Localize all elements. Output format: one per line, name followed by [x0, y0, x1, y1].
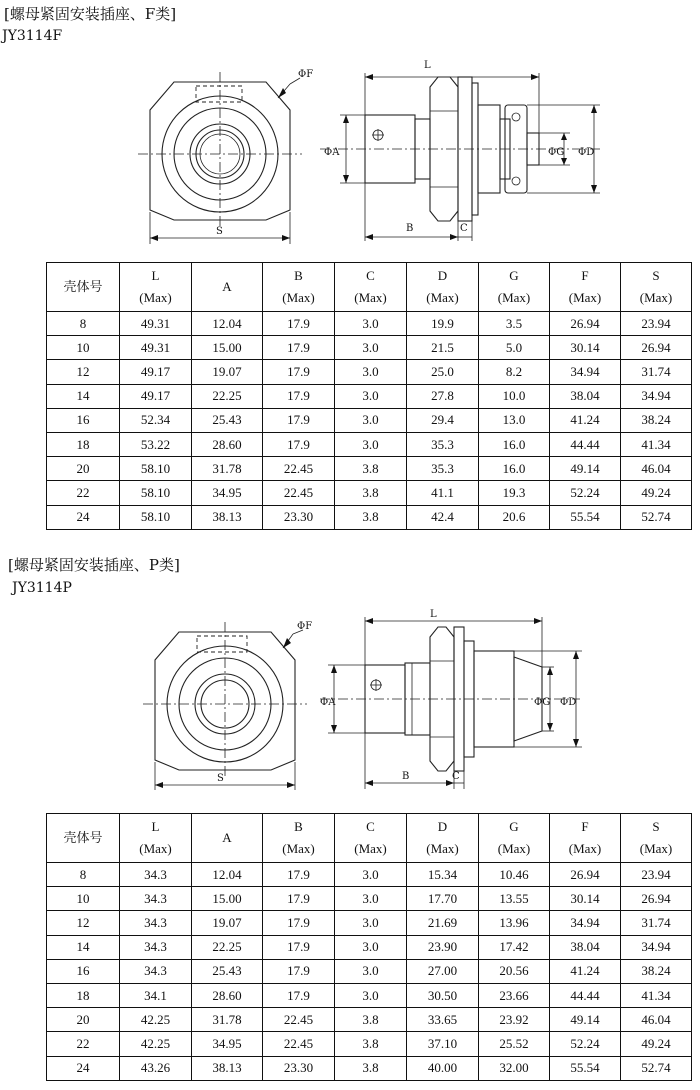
table-cell: 23.30: [263, 1056, 335, 1080]
section-f-heading: [螺母紧固安装插座、F类]: [4, 5, 177, 23]
column-header-unit: (Max): [497, 841, 531, 856]
table-cell: 22.45: [263, 457, 335, 481]
table-cell: 41.24: [550, 959, 621, 983]
table-cell: 13.55: [479, 887, 550, 911]
table-cell: 34.94: [621, 384, 692, 408]
column-header-unit: (Max): [568, 290, 602, 305]
table-cell: 34.94: [550, 911, 621, 935]
table-cell: 25.52: [479, 1032, 550, 1056]
column-header: [192, 263, 263, 312]
table-cell: 16.0: [479, 457, 550, 481]
table-cell: 3.0: [335, 384, 407, 408]
column-header-name: L: [151, 819, 160, 834]
table-cell: 19.07: [192, 360, 263, 384]
table-cell: 52.24: [550, 481, 621, 505]
table-row: [47, 1032, 692, 1056]
p-side-b-label: B: [402, 771, 410, 782]
section-p-model-code: JY3114P: [12, 580, 72, 596]
table-cell: 27.8: [407, 384, 479, 408]
p-side-phi-d-label: ΦD: [560, 697, 577, 708]
column-header-unit: (Max): [354, 290, 387, 305]
column-header-name: A: [222, 279, 232, 294]
column-header-unit: (Max): [426, 290, 459, 305]
table-cell: 3.8: [335, 1008, 407, 1032]
table-cell: 17.9: [263, 935, 335, 959]
table-header-row: [47, 263, 692, 312]
table-cell: 20: [47, 1008, 120, 1032]
section-p-heading: [螺母紧固安装插座、P类]: [8, 556, 180, 574]
table-cell: 17.9: [263, 360, 335, 384]
p-front-phi-f-label: ΦF: [297, 621, 313, 632]
table-cell: 23.66: [479, 983, 550, 1007]
table-cell: 42.25: [120, 1008, 192, 1032]
table-cell: 35.3: [407, 432, 479, 456]
table-cell: 17.9: [263, 312, 335, 336]
column-header: [550, 263, 621, 312]
table-cell: 34.95: [192, 481, 263, 505]
table-cell: 25.43: [192, 959, 263, 983]
column-header: [479, 814, 550, 863]
table-cell: 34.94: [550, 360, 621, 384]
table-cell: 58.10: [120, 481, 192, 505]
table-cell: 23.94: [621, 863, 692, 887]
table-cell: 13.96: [479, 911, 550, 935]
column-header: [192, 814, 263, 863]
table-cell: 41.1: [407, 481, 479, 505]
table-cell: 8: [47, 863, 120, 887]
table-cell: 3.0: [335, 887, 407, 911]
table-cell: 22.25: [192, 384, 263, 408]
column-header-name: A: [222, 830, 232, 845]
column-header: [120, 814, 192, 863]
column-header-name: 壳体号: [63, 279, 103, 294]
f-side-b-label: B: [406, 223, 414, 234]
table-cell: 41.34: [621, 983, 692, 1007]
table-cell: 34.3: [120, 911, 192, 935]
table-row: [47, 505, 692, 529]
table-cell: 35.3: [407, 457, 479, 481]
table-cell: 44.44: [550, 983, 621, 1007]
column-header-name: 壳体号: [63, 830, 103, 845]
table-row: [47, 911, 692, 935]
column-header-unit: (Max): [568, 841, 602, 856]
column-header-name: D: [437, 819, 448, 834]
table-row: [47, 1008, 692, 1032]
table-cell: 22.45: [263, 1032, 335, 1056]
table-cell: 3.8: [335, 505, 407, 529]
column-header: [621, 263, 692, 312]
column-header-unit: (Max): [282, 841, 315, 856]
table-cell: 17.9: [263, 384, 335, 408]
table-cell: 16: [47, 408, 120, 432]
table-cell: 3.0: [335, 983, 407, 1007]
table-cell: 38.13: [192, 505, 263, 529]
column-header-unit: (Max): [282, 290, 315, 305]
p-side-c-label: C: [452, 771, 460, 782]
column-header: [335, 814, 407, 863]
column-header-unit: (Max): [139, 841, 172, 856]
table-cell: 49.24: [621, 481, 692, 505]
table-cell: 14: [47, 935, 120, 959]
table-cell: 3.8: [335, 457, 407, 481]
p-front-s-label: S: [217, 773, 224, 784]
f-side-view-drawing: [320, 55, 610, 245]
table-cell: 26.94: [621, 336, 692, 360]
table-cell: 52.74: [621, 1056, 692, 1080]
table-cell: 23.92: [479, 1008, 550, 1032]
table-cell: 17.9: [263, 959, 335, 983]
table-cell: 20.56: [479, 959, 550, 983]
table-cell: 44.44: [550, 432, 621, 456]
table-cell: 31.78: [192, 457, 263, 481]
table-cell: 3.0: [335, 312, 407, 336]
table-cell: 31.74: [621, 911, 692, 935]
table-cell: 3.0: [335, 408, 407, 432]
column-header: [47, 263, 120, 312]
table-cell: 17.70: [407, 887, 479, 911]
table-cell: 17.9: [263, 911, 335, 935]
table-cell: 28.60: [192, 983, 263, 1007]
table-row: [47, 360, 692, 384]
table-cell: 34.3: [120, 863, 192, 887]
column-header-name: B: [294, 268, 303, 283]
table-cell: 26.94: [550, 312, 621, 336]
table-cell: 3.0: [335, 432, 407, 456]
table-cell: 41.24: [550, 408, 621, 432]
table-cell: 3.0: [335, 935, 407, 959]
table-cell: 24: [47, 505, 120, 529]
table-cell: 55.54: [550, 505, 621, 529]
table-cell: 15.00: [192, 336, 263, 360]
table-cell: 34.95: [192, 1032, 263, 1056]
table-cell: 30.14: [550, 336, 621, 360]
table-cell: 49.31: [120, 312, 192, 336]
f-side-phi-g-label: ΦG: [548, 147, 565, 158]
column-header-unit: (Max): [354, 841, 387, 856]
table-cell: 26.94: [621, 887, 692, 911]
table-cell: 19.9: [407, 312, 479, 336]
column-header-name: C: [366, 268, 375, 283]
f-dimension-table: [46, 262, 692, 530]
table-row: [47, 1056, 692, 1080]
table-cell: 12: [47, 911, 120, 935]
table-cell: 40.00: [407, 1056, 479, 1080]
column-header-unit: (Max): [139, 290, 172, 305]
table-cell: 41.34: [621, 432, 692, 456]
table-cell: 21.69: [407, 911, 479, 935]
column-header-unit: (Max): [426, 841, 459, 856]
table-row: [47, 384, 692, 408]
table-cell: 23.90: [407, 935, 479, 959]
table-cell: 23.30: [263, 505, 335, 529]
column-header: [479, 263, 550, 312]
table-cell: 25.0: [407, 360, 479, 384]
table-row: [47, 935, 692, 959]
table-cell: 3.8: [335, 1032, 407, 1056]
table-cell: 3.8: [335, 1056, 407, 1080]
table-cell: 58.10: [120, 457, 192, 481]
table-cell: 3.5: [479, 312, 550, 336]
column-header: [263, 814, 335, 863]
f-side-l-label: L: [424, 60, 431, 71]
table-cell: 14: [47, 384, 120, 408]
table-cell: 38.04: [550, 384, 621, 408]
column-header-name: D: [437, 268, 448, 283]
table-cell: 8: [47, 312, 120, 336]
table-cell: 19.07: [192, 911, 263, 935]
table-cell: 49.14: [550, 457, 621, 481]
table-cell: 18: [47, 432, 120, 456]
table-cell: 5.0: [479, 336, 550, 360]
table-cell: 10: [47, 336, 120, 360]
table-row: [47, 408, 692, 432]
table-cell: 27.00: [407, 959, 479, 983]
section-f-model-code: JY3114F: [2, 28, 63, 44]
table-cell: 30.50: [407, 983, 479, 1007]
table-cell: 20: [47, 457, 120, 481]
table-cell: 17.42: [479, 935, 550, 959]
column-header-unit: (Max): [639, 841, 673, 856]
p-side-view-drawing: [320, 605, 590, 795]
table-cell: 22: [47, 1032, 120, 1056]
table-cell: 3.0: [335, 336, 407, 360]
column-header-unit: (Max): [639, 290, 673, 305]
table-cell: 12.04: [192, 863, 263, 887]
table-cell: 25.43: [192, 408, 263, 432]
column-header-name: B: [294, 819, 303, 834]
column-header: [120, 263, 192, 312]
table-cell: 21.5: [407, 336, 479, 360]
f-side-c-label: C: [460, 223, 468, 234]
table-cell: 34.3: [120, 887, 192, 911]
column-header: [407, 263, 479, 312]
table-cell: 26.94: [550, 863, 621, 887]
table-cell: 34.94: [621, 935, 692, 959]
table-cell: 22.45: [263, 481, 335, 505]
table-cell: 16.0: [479, 432, 550, 456]
column-header: [263, 263, 335, 312]
table-row: [47, 863, 692, 887]
table-cell: 10.0: [479, 384, 550, 408]
table-cell: 53.22: [120, 432, 192, 456]
column-header: [621, 814, 692, 863]
table-cell: 28.60: [192, 432, 263, 456]
table-cell: 17.9: [263, 863, 335, 887]
p-front-view-drawing: [135, 610, 315, 800]
table-cell: 3.0: [335, 360, 407, 384]
table-cell: 3.0: [335, 863, 407, 887]
column-header-name: F: [581, 819, 589, 834]
table-cell: 29.4: [407, 408, 479, 432]
table-cell: 43.26: [120, 1056, 192, 1080]
table-cell: 22.25: [192, 935, 263, 959]
table-cell: 13.0: [479, 408, 550, 432]
table-cell: 15.00: [192, 887, 263, 911]
p-dimension-table: [46, 813, 692, 1081]
table-cell: 55.54: [550, 1056, 621, 1080]
table-cell: 46.04: [621, 1008, 692, 1032]
table-cell: 17.9: [263, 336, 335, 360]
table-cell: 34.3: [120, 959, 192, 983]
table-cell: 38.24: [621, 959, 692, 983]
table-cell: 17.9: [263, 887, 335, 911]
table-cell: 22.45: [263, 1008, 335, 1032]
table-cell: 31.78: [192, 1008, 263, 1032]
column-header-name: S: [652, 819, 660, 834]
f-front-phi-f-label: ΦF: [298, 69, 314, 80]
table-cell: 3.8: [335, 481, 407, 505]
table-cell: 24: [47, 1056, 120, 1080]
column-header: [550, 814, 621, 863]
table-cell: 34.1: [120, 983, 192, 1007]
table-cell: 49.17: [120, 360, 192, 384]
table-cell: 58.10: [120, 505, 192, 529]
f-side-phi-a-label: ΦA: [324, 147, 340, 158]
f-side-phi-d-label: ΦD: [578, 147, 595, 158]
column-header-name: L: [151, 268, 160, 283]
table-cell: 42.25: [120, 1032, 192, 1056]
table-cell: 49.14: [550, 1008, 621, 1032]
table-row: [47, 887, 692, 911]
table-cell: 17.9: [263, 408, 335, 432]
table-cell: 30.14: [550, 887, 621, 911]
table-cell: 3.0: [335, 911, 407, 935]
table-cell: 38.04: [550, 935, 621, 959]
table-cell: 49.17: [120, 384, 192, 408]
table-cell: 17.9: [263, 432, 335, 456]
table-cell: 10.46: [479, 863, 550, 887]
p-side-phi-a-label: ΦA: [320, 697, 336, 708]
f-front-view-drawing: [130, 60, 314, 250]
table-cell: 49.24: [621, 1032, 692, 1056]
table-cell: 52.24: [550, 1032, 621, 1056]
p-side-phi-g-label: ΦG: [534, 697, 551, 708]
table-cell: 12: [47, 360, 120, 384]
p-side-l-label: L: [430, 609, 437, 620]
table-row: [47, 983, 692, 1007]
column-header-name: G: [509, 268, 519, 283]
table-cell: 42.4: [407, 505, 479, 529]
table-cell: 46.04: [621, 457, 692, 481]
f-front-s-label: S: [216, 226, 223, 237]
table-cell: 38.24: [621, 408, 692, 432]
table-row: [47, 457, 692, 481]
table-cell: 8.2: [479, 360, 550, 384]
table-cell: 10: [47, 887, 120, 911]
table-cell: 33.65: [407, 1008, 479, 1032]
table-cell: 32.00: [479, 1056, 550, 1080]
table-cell: 18: [47, 983, 120, 1007]
table-cell: 16: [47, 959, 120, 983]
table-row: [47, 312, 692, 336]
table-cell: 20.6: [479, 505, 550, 529]
table-cell: 37.10: [407, 1032, 479, 1056]
table-header-row: [47, 814, 692, 863]
column-header-unit: (Max): [497, 290, 531, 305]
table-row: [47, 336, 692, 360]
table-cell: 31.74: [621, 360, 692, 384]
table-cell: 22: [47, 481, 120, 505]
column-header: [47, 814, 120, 863]
table-cell: 23.94: [621, 312, 692, 336]
table-row: [47, 432, 692, 456]
table-cell: 38.13: [192, 1056, 263, 1080]
column-header: [335, 263, 407, 312]
column-header: [407, 814, 479, 863]
table-cell: 52.74: [621, 505, 692, 529]
table-cell: 15.34: [407, 863, 479, 887]
table-cell: 12.04: [192, 312, 263, 336]
table-row: [47, 481, 692, 505]
table-cell: 17.9: [263, 983, 335, 1007]
column-header-name: G: [509, 819, 519, 834]
table-row: [47, 959, 692, 983]
table-cell: 49.31: [120, 336, 192, 360]
table-cell: 52.34: [120, 408, 192, 432]
column-header-name: F: [581, 268, 589, 283]
column-header-name: S: [652, 268, 660, 283]
table-cell: 34.3: [120, 935, 192, 959]
table-cell: 3.0: [335, 959, 407, 983]
table-cell: 19.3: [479, 481, 550, 505]
column-header-name: C: [366, 819, 375, 834]
